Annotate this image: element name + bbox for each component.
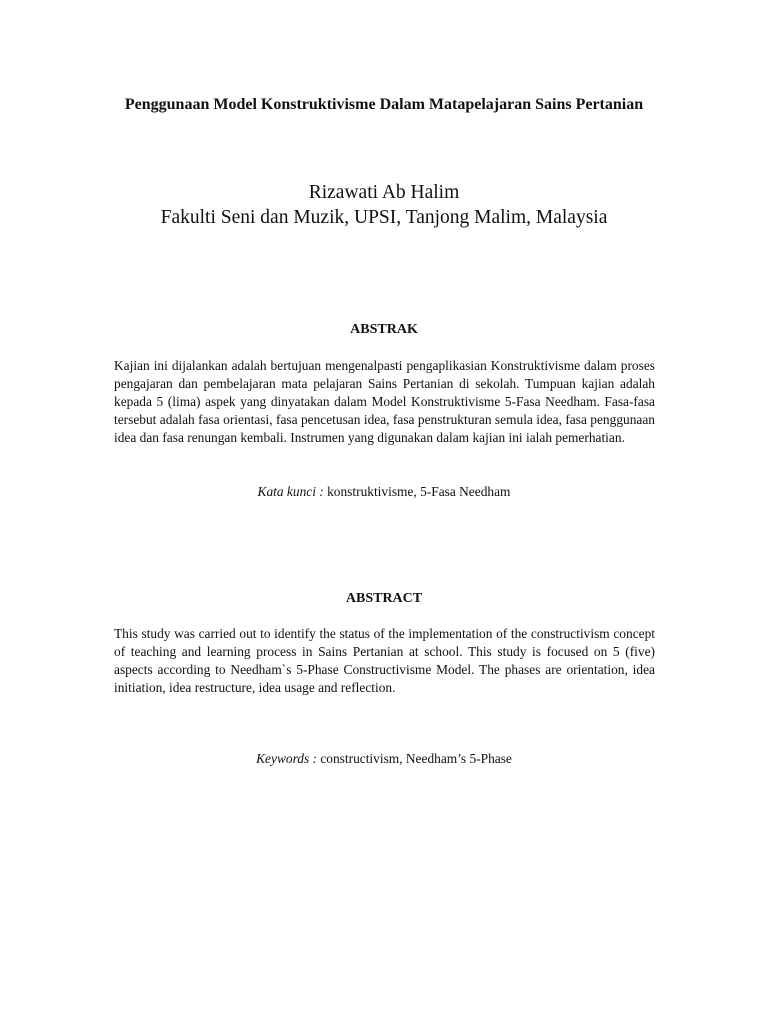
abstrak-keywords-label: Kata kunci : <box>257 484 324 499</box>
abstrak-keywords-value: konstruktivisme, 5-Fasa Needham <box>323 484 511 499</box>
abstract-keywords <box>0 750 768 768</box>
abstract-keywords-value: constructivism, Needham’s 5-Phase <box>317 751 512 766</box>
author-name: Rizawati Ab Halim <box>308 182 460 203</box>
paper-title: Penggunaan Model Konstruktivisme Dalam Matapelajaran Sains Pertanian <box>124 96 644 113</box>
author-affiliation: Fakulti Seni dan Muzik, UPSI, Tanjong Malim, Malaysia <box>160 207 608 228</box>
abstract-body: This study was carried out to identify the status of the implementation of the constructivism concept of teaching and learning process in Sains Pertanian at school. This study is focused on 5 (five) aspects according to Needham`s 5-Phase Constructivisme Model. The phases are orientation, idea initiation, idea restructure, idea usage and reflection. <box>114 626 655 695</box>
abstrak-body: Kajian ini dijalankan adalah bertujuan mengenalpasti pengaplikasian Konstruktivisme dalam proses pengajaran dan pembelajaran mata pelajaran Sains Pertanian di sekolah. Tumpuan kajian adalah kepada 5 (lima) aspek yang dinyatakan dalam Model Konstruktivisme 5-Fasa Needham. Fasa-fasa tersebut adalah fasa orientasi, fasa pencetusan idea, fasa penstrukturan semula idea, fasa penggunaan idea dan fasa renungan kembali. Instrumen yang digunakan dalam kajian ini ialah pemerhatian. <box>114 358 655 445</box>
abstract-keywords-label: Keywords : <box>256 751 317 766</box>
abstract-heading: ABSTRACT <box>345 591 423 606</box>
abstrak-keywords <box>0 483 768 501</box>
abstrak-heading: ABSTRAK <box>350 322 418 337</box>
author-block <box>100 180 668 230</box>
